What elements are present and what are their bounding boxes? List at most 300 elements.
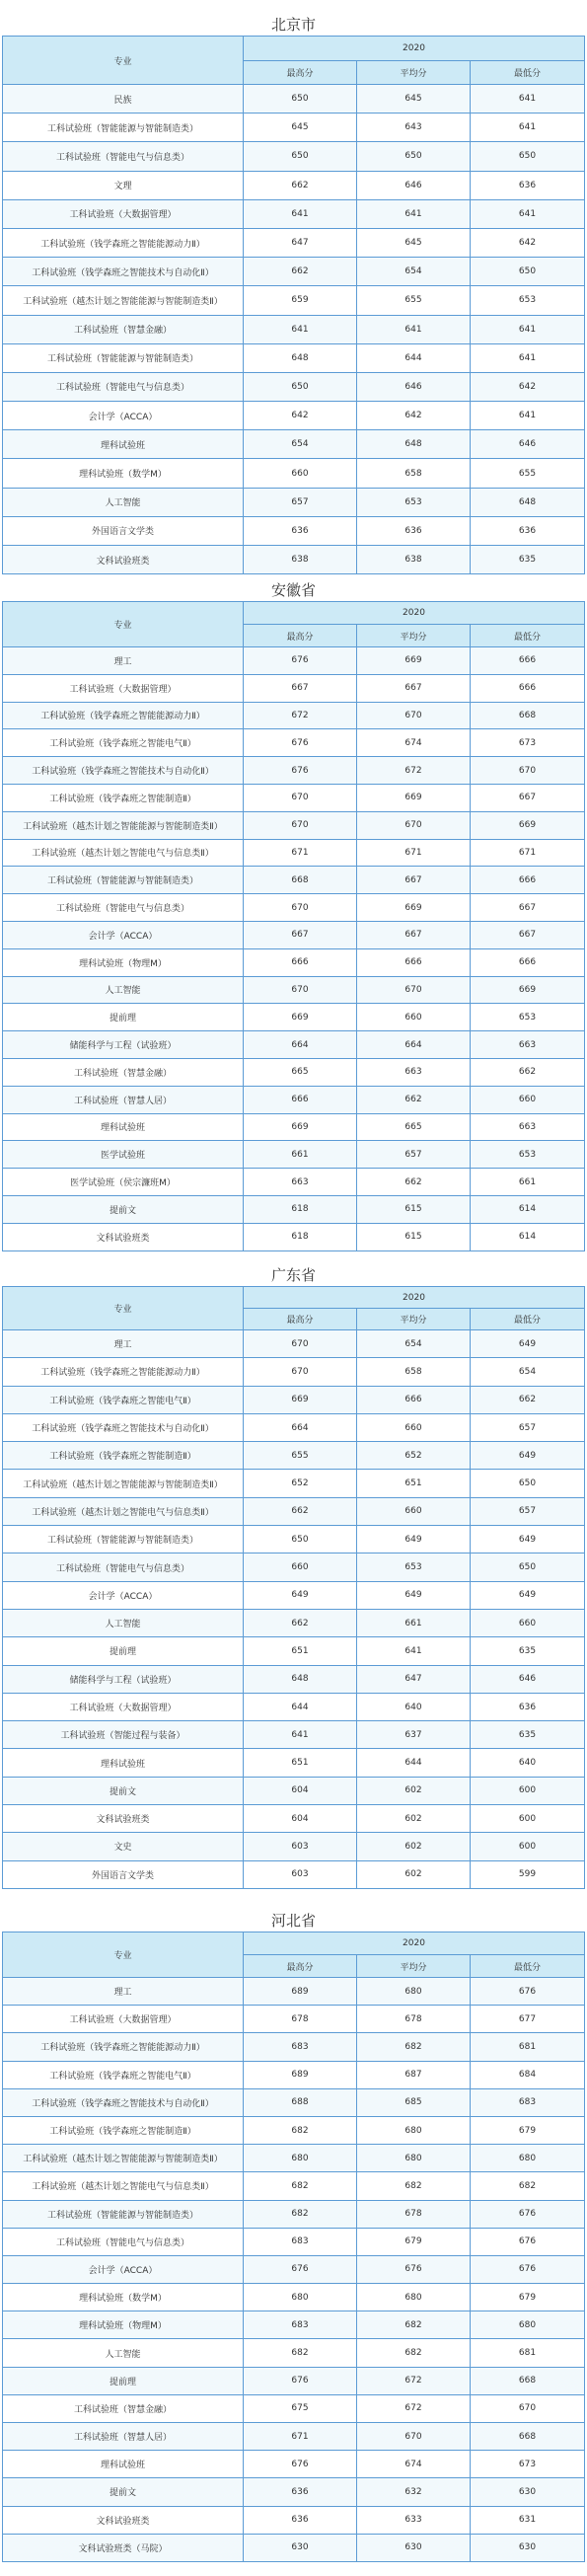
major-cell: 提前理 xyxy=(3,1004,244,1031)
table-row xyxy=(3,784,585,811)
min-score-cell: 649 xyxy=(471,1330,585,1358)
major-cell: 工科试验班（智能电气与信息类） xyxy=(3,142,244,171)
avg-score-cell: 655 xyxy=(357,286,471,315)
max-score-cell: 678 xyxy=(244,2006,357,2033)
avg-score-cell: 602 xyxy=(357,1777,471,1804)
major-cell: 会计学（ACCA） xyxy=(3,1581,244,1609)
region-title: 河北省 xyxy=(270,1912,316,1930)
major-cell: 理科试验班 xyxy=(3,1749,244,1777)
max-score-cell: 680 xyxy=(244,2145,357,2172)
avg-score-cell: 661 xyxy=(357,1609,471,1636)
major-cell: 工科试验班（智能电气与信息类） xyxy=(3,894,244,922)
table-row xyxy=(3,488,585,516)
major-cell: 工科试验班（钱学森班之智能技术与自动化Ⅱ） xyxy=(3,2088,244,2116)
table-row xyxy=(3,1413,585,1441)
min-score-cell: 600 xyxy=(471,1805,585,1833)
header-min: 最低分 xyxy=(471,61,585,85)
score-table xyxy=(2,36,585,574)
max-score-cell: 641 xyxy=(244,315,357,343)
max-score-cell: 680 xyxy=(244,2284,357,2311)
avg-score-cell: 674 xyxy=(357,2451,471,2478)
avg-score-cell: 669 xyxy=(357,784,471,811)
major-cell: 工科试验班（智慧人居） xyxy=(3,2423,244,2451)
avg-score-cell: 652 xyxy=(357,1442,471,1470)
avg-score-cell: 642 xyxy=(357,402,471,430)
max-score-cell: 662 xyxy=(244,1609,357,1636)
table-row xyxy=(3,948,585,976)
region-title: 广东省 xyxy=(270,1266,316,1284)
table-row xyxy=(3,1497,585,1525)
max-score-cell: 669 xyxy=(244,1386,357,1413)
avg-score-cell: 602 xyxy=(357,1805,471,1833)
avg-score-cell: 663 xyxy=(357,1058,471,1086)
major-cell: 理工 xyxy=(3,647,244,675)
avg-score-cell: 645 xyxy=(357,228,471,257)
min-score-cell: 668 xyxy=(471,2367,585,2394)
max-score-cell: 682 xyxy=(244,2339,357,2367)
table-row xyxy=(3,921,585,948)
table-row xyxy=(3,729,585,757)
avg-score-cell: 602 xyxy=(357,1833,471,1860)
min-score-cell: 631 xyxy=(471,2506,585,2534)
min-score-cell: 614 xyxy=(471,1195,585,1223)
max-score-cell: 672 xyxy=(244,702,357,729)
avg-score-cell: 637 xyxy=(357,1721,471,1749)
min-score-cell: 679 xyxy=(471,2116,585,2144)
region-title: 北京市 xyxy=(270,16,316,34)
max-score-cell: 670 xyxy=(244,784,357,811)
max-score-cell: 641 xyxy=(244,1721,357,1749)
avg-score-cell: 670 xyxy=(357,976,471,1004)
table-row xyxy=(3,1581,585,1609)
min-score-cell: 668 xyxy=(471,702,585,729)
table-row xyxy=(3,114,585,142)
avg-score-cell: 672 xyxy=(357,757,471,785)
table-row xyxy=(3,1978,585,2006)
major-cell: 工科试验班（越杰计划之智能能源与智能制造类Ⅱ） xyxy=(3,286,244,315)
avg-score-cell: 680 xyxy=(357,2116,471,2144)
avg-score-cell: 644 xyxy=(357,1749,471,1777)
avg-score-cell: 660 xyxy=(357,1497,471,1525)
major-cell: 理科试验班（物理M） xyxy=(3,948,244,976)
avg-score-cell: 658 xyxy=(357,1358,471,1386)
major-cell: 外国语言文学类 xyxy=(3,516,244,545)
max-score-cell: 682 xyxy=(244,2200,357,2228)
min-score-cell: 662 xyxy=(471,1058,585,1086)
min-score-cell: 669 xyxy=(471,976,585,1004)
min-score-cell: 650 xyxy=(471,258,585,286)
major-cell: 工科试验班（钱学森班之智能技术与自动化Ⅱ） xyxy=(3,1413,244,1441)
major-cell: 工科试验班（越杰计划之智能电气与信息类Ⅱ） xyxy=(3,839,244,867)
major-cell: 工科试验班（智慧金融） xyxy=(3,315,244,343)
table-row xyxy=(3,1553,585,1581)
header-max: 最高分 xyxy=(244,1955,357,1978)
max-score-cell: 651 xyxy=(244,1749,357,1777)
table-row xyxy=(3,1113,585,1141)
max-score-cell: 603 xyxy=(244,1833,357,1860)
table-row xyxy=(3,1330,585,1358)
table-row xyxy=(3,867,585,894)
min-score-cell: 635 xyxy=(471,546,585,574)
major-cell: 工科试验班（大数据管理） xyxy=(3,199,244,228)
min-score-cell: 676 xyxy=(471,2200,585,2228)
max-score-cell: 648 xyxy=(244,343,357,372)
avg-score-cell: 679 xyxy=(357,2228,471,2255)
avg-score-cell: 660 xyxy=(357,1413,471,1441)
max-score-cell: 660 xyxy=(244,459,357,488)
header-avg: 平均分 xyxy=(357,1955,471,1978)
major-cell: 外国语言文学类 xyxy=(3,1860,244,1888)
max-score-cell: 676 xyxy=(244,647,357,675)
max-score-cell: 645 xyxy=(244,114,357,142)
avg-score-cell: 643 xyxy=(357,114,471,142)
major-cell: 工科试验班（钱学森班之智能制造Ⅱ） xyxy=(3,2116,244,2144)
avg-score-cell: 667 xyxy=(357,921,471,948)
avg-score-cell: 669 xyxy=(357,647,471,675)
min-score-cell: 599 xyxy=(471,1860,585,1888)
table-row xyxy=(3,2255,585,2283)
table-row xyxy=(3,2394,585,2422)
header-min: 最低分 xyxy=(471,625,585,647)
max-score-cell: 665 xyxy=(244,1058,357,1086)
max-score-cell: 662 xyxy=(244,171,357,199)
min-score-cell: 640 xyxy=(471,1749,585,1777)
table-row xyxy=(3,2088,585,2116)
major-cell: 工科试验班（越杰计划之智能电气与信息类Ⅱ） xyxy=(3,2172,244,2200)
max-score-cell: 663 xyxy=(244,1169,357,1196)
min-score-cell: 679 xyxy=(471,2284,585,2311)
min-score-cell: 676 xyxy=(471,1978,585,2006)
region-section xyxy=(0,1264,587,1889)
table-row xyxy=(3,702,585,729)
table-row xyxy=(3,171,585,199)
avg-score-cell: 653 xyxy=(357,1553,471,1581)
max-score-cell: 642 xyxy=(244,402,357,430)
max-score-cell: 668 xyxy=(244,867,357,894)
min-score-cell: 636 xyxy=(471,171,585,199)
table-row xyxy=(3,1195,585,1223)
avg-score-cell: 687 xyxy=(357,2061,471,2088)
major-cell: 工科试验班（智慧金融） xyxy=(3,1058,244,1086)
table-row xyxy=(3,516,585,545)
major-cell: 工科试验班（大数据管理） xyxy=(3,1693,244,1720)
avg-score-cell: 654 xyxy=(357,258,471,286)
min-score-cell: 683 xyxy=(471,2088,585,2116)
region-section xyxy=(0,1910,587,2562)
major-cell: 工科试验班（大数据管理） xyxy=(3,2006,244,2033)
avg-score-cell: 638 xyxy=(357,546,471,574)
region-title: 安徽省 xyxy=(270,581,316,599)
min-score-cell: 666 xyxy=(471,867,585,894)
min-score-cell: 649 xyxy=(471,1442,585,1470)
max-score-cell: 682 xyxy=(244,2172,357,2200)
table-row xyxy=(3,839,585,867)
max-score-cell: 604 xyxy=(244,1805,357,1833)
table-row xyxy=(3,674,585,702)
table-row xyxy=(3,1665,585,1693)
max-score-cell: 676 xyxy=(244,757,357,785)
table-row xyxy=(3,2534,585,2561)
min-score-cell: 636 xyxy=(471,1693,585,1720)
table-row xyxy=(3,343,585,372)
min-score-cell: 667 xyxy=(471,921,585,948)
major-cell: 理科试验班（物理M） xyxy=(3,2311,244,2339)
major-cell: 工科试验班（越杰计划之智能能源与智能制造类Ⅱ） xyxy=(3,1470,244,1497)
avg-score-cell: 633 xyxy=(357,2506,471,2534)
avg-score-cell: 665 xyxy=(357,1113,471,1141)
max-score-cell: 603 xyxy=(244,1860,357,1888)
avg-score-cell: 653 xyxy=(357,488,471,516)
major-cell: 文科试验班类 xyxy=(3,546,244,574)
table-row xyxy=(3,1223,585,1250)
major-cell: 提前文 xyxy=(3,1195,244,1223)
major-cell: 工科试验班（钱学森班之智能能源动力Ⅱ） xyxy=(3,1358,244,1386)
avg-score-cell: 630 xyxy=(357,2534,471,2561)
min-score-cell: 650 xyxy=(471,1553,585,1581)
major-cell: 理工 xyxy=(3,1330,244,1358)
avg-score-cell: 664 xyxy=(357,1031,471,1059)
min-score-cell: 641 xyxy=(471,85,585,114)
avg-score-cell: 651 xyxy=(357,1470,471,1497)
min-score-cell: 641 xyxy=(471,315,585,343)
avg-score-cell: 645 xyxy=(357,85,471,114)
avg-score-cell: 649 xyxy=(357,1526,471,1553)
major-cell: 工科试验班（钱学森班之智能技术与自动化Ⅱ） xyxy=(3,757,244,785)
avg-score-cell: 662 xyxy=(357,1086,471,1113)
major-cell: 工科试验班（钱学森班之智能制造Ⅱ） xyxy=(3,784,244,811)
header-major: 专业 xyxy=(3,602,244,647)
major-cell: 工科试验班（智能能源与智能制造类） xyxy=(3,114,244,142)
table-row xyxy=(3,2367,585,2394)
major-cell: 文史 xyxy=(3,1833,244,1860)
major-cell: 工科试验班（越杰计划之智能电气与信息类Ⅱ） xyxy=(3,1497,244,1525)
major-cell: 人工智能 xyxy=(3,1609,244,1636)
max-score-cell: 636 xyxy=(244,2478,357,2506)
major-cell: 理科试验班 xyxy=(3,1113,244,1141)
table-row xyxy=(3,2228,585,2255)
max-score-cell: 618 xyxy=(244,1223,357,1250)
max-score-cell: 666 xyxy=(244,948,357,976)
max-score-cell: 661 xyxy=(244,1141,357,1169)
avg-score-cell: 682 xyxy=(357,2172,471,2200)
min-score-cell: 676 xyxy=(471,2228,585,2255)
major-cell: 工科试验班（智能电气与信息类） xyxy=(3,2228,244,2255)
major-cell: 工科试验班（智能电气与信息类） xyxy=(3,372,244,401)
min-score-cell: 648 xyxy=(471,488,585,516)
header-major: 专业 xyxy=(3,37,244,85)
min-score-cell: 666 xyxy=(471,948,585,976)
max-score-cell: 667 xyxy=(244,921,357,948)
major-cell: 工科试验班（钱学森班之智能电气Ⅱ） xyxy=(3,2061,244,2088)
avg-score-cell: 649 xyxy=(357,1581,471,1609)
table-row xyxy=(3,85,585,114)
avg-score-cell: 657 xyxy=(357,1141,471,1169)
major-cell: 文科试验班类（马院） xyxy=(3,2534,244,2561)
min-score-cell: 670 xyxy=(471,757,585,785)
avg-score-cell: 644 xyxy=(357,343,471,372)
min-score-cell: 662 xyxy=(471,1386,585,1413)
major-cell: 提前理 xyxy=(3,2367,244,2394)
min-score-cell: 642 xyxy=(471,372,585,401)
max-score-cell: 641 xyxy=(244,199,357,228)
table-row xyxy=(3,1526,585,1553)
avg-score-cell: 667 xyxy=(357,867,471,894)
min-score-cell: 641 xyxy=(471,114,585,142)
min-score-cell: 681 xyxy=(471,2339,585,2367)
major-cell: 会计学（ACCA） xyxy=(3,921,244,948)
major-cell: 人工智能 xyxy=(3,488,244,516)
min-score-cell: 614 xyxy=(471,1223,585,1250)
avg-score-cell: 658 xyxy=(357,459,471,488)
max-score-cell: 683 xyxy=(244,2228,357,2255)
score-table xyxy=(2,1286,585,1889)
table-row xyxy=(3,1637,585,1665)
max-score-cell: 689 xyxy=(244,1978,357,2006)
major-cell: 理科试验班 xyxy=(3,430,244,459)
major-cell: 理工 xyxy=(3,1978,244,2006)
table-row xyxy=(3,1169,585,1196)
min-score-cell: 677 xyxy=(471,2006,585,2033)
major-cell: 文科试验班类 xyxy=(3,1223,244,1250)
max-score-cell: 683 xyxy=(244,2311,357,2339)
max-score-cell: 670 xyxy=(244,1358,357,1386)
table-row xyxy=(3,2172,585,2200)
min-score-cell: 673 xyxy=(471,2451,585,2478)
avg-score-cell: 672 xyxy=(357,2367,471,2394)
avg-score-cell: 640 xyxy=(357,1693,471,1720)
max-score-cell: 644 xyxy=(244,1693,357,1720)
avg-score-cell: 671 xyxy=(357,839,471,867)
major-cell: 工科试验班（大数据管理） xyxy=(3,674,244,702)
max-score-cell: 650 xyxy=(244,85,357,114)
min-score-cell: 682 xyxy=(471,2172,585,2200)
major-cell: 文科试验班类 xyxy=(3,2506,244,2534)
table-row xyxy=(3,976,585,1004)
min-score-cell: 646 xyxy=(471,430,585,459)
major-cell: 工科试验班（钱学森班之智能制造Ⅱ） xyxy=(3,1442,244,1470)
table-row xyxy=(3,372,585,401)
table-row xyxy=(3,2145,585,2172)
max-score-cell: 659 xyxy=(244,286,357,315)
min-score-cell: 649 xyxy=(471,1581,585,1609)
region-section xyxy=(0,579,587,1251)
avg-score-cell: 670 xyxy=(357,702,471,729)
max-score-cell: 667 xyxy=(244,674,357,702)
header-year: 2020 xyxy=(244,602,585,625)
min-score-cell: 660 xyxy=(471,1609,585,1636)
min-score-cell: 663 xyxy=(471,1113,585,1141)
score-table xyxy=(2,1932,585,2562)
table-row xyxy=(3,2478,585,2506)
header-min: 最低分 xyxy=(471,1309,585,1330)
min-score-cell: 641 xyxy=(471,402,585,430)
table-row xyxy=(3,2284,585,2311)
avg-score-cell: 680 xyxy=(357,2284,471,2311)
table-row xyxy=(3,315,585,343)
table-row xyxy=(3,2423,585,2451)
max-score-cell: 630 xyxy=(244,2534,357,2561)
table-row xyxy=(3,1693,585,1720)
major-cell: 工科试验班（智慧金融） xyxy=(3,2394,244,2422)
header-row xyxy=(3,602,585,625)
major-cell: 工科试验班（智能过程与装备） xyxy=(3,1721,244,1749)
min-score-cell: 650 xyxy=(471,142,585,171)
header-min: 最低分 xyxy=(471,1955,585,1978)
table-row xyxy=(3,258,585,286)
max-score-cell: 647 xyxy=(244,228,357,257)
avg-score-cell: 662 xyxy=(357,1169,471,1196)
min-score-cell: 657 xyxy=(471,1413,585,1441)
max-score-cell: 652 xyxy=(244,1470,357,1497)
avg-score-cell: 641 xyxy=(357,199,471,228)
max-score-cell: 688 xyxy=(244,2088,357,2116)
min-score-cell: 657 xyxy=(471,1497,585,1525)
avg-score-cell: 682 xyxy=(357,2311,471,2339)
header-max: 最高分 xyxy=(244,61,357,85)
major-cell: 文科试验班类 xyxy=(3,1805,244,1833)
table-row xyxy=(3,1004,585,1031)
table-row xyxy=(3,757,585,785)
header-avg: 平均分 xyxy=(357,1309,471,1330)
max-score-cell: 676 xyxy=(244,2367,357,2394)
min-score-cell: 641 xyxy=(471,343,585,372)
min-score-cell: 680 xyxy=(471,2145,585,2172)
major-cell: 医学试验班（侯宗濂班M） xyxy=(3,1169,244,1196)
min-score-cell: 669 xyxy=(471,811,585,839)
max-score-cell: 636 xyxy=(244,516,357,545)
max-score-cell: 657 xyxy=(244,488,357,516)
table-row xyxy=(3,2506,585,2534)
header-major: 专业 xyxy=(3,1932,244,1978)
table-row xyxy=(3,1860,585,1888)
table-row xyxy=(3,2339,585,2367)
header-row xyxy=(3,37,585,61)
major-cell: 工科试验班（智慧人居） xyxy=(3,1086,244,1113)
min-score-cell: 654 xyxy=(471,1358,585,1386)
avg-score-cell: 666 xyxy=(357,1386,471,1413)
max-score-cell: 670 xyxy=(244,811,357,839)
max-score-cell: 664 xyxy=(244,1413,357,1441)
max-score-cell: 671 xyxy=(244,2423,357,2451)
table-row xyxy=(3,2311,585,2339)
avg-score-cell: 682 xyxy=(357,2033,471,2061)
avg-score-cell: 670 xyxy=(357,2423,471,2451)
table-row xyxy=(3,2451,585,2478)
min-score-cell: 681 xyxy=(471,2033,585,2061)
max-score-cell: 683 xyxy=(244,2033,357,2061)
min-score-cell: 676 xyxy=(471,2255,585,2283)
min-score-cell: 635 xyxy=(471,1637,585,1665)
major-cell: 工科试验班（智能电气与信息类） xyxy=(3,1553,244,1581)
max-score-cell: 676 xyxy=(244,2451,357,2478)
table-row xyxy=(3,1358,585,1386)
min-score-cell: 636 xyxy=(471,516,585,545)
table-row xyxy=(3,199,585,228)
table-row xyxy=(3,2116,585,2144)
table-row xyxy=(3,2200,585,2228)
major-cell: 工科试验班（钱学森班之智能能源动力Ⅱ） xyxy=(3,228,244,257)
min-score-cell: 666 xyxy=(471,674,585,702)
avg-score-cell: 646 xyxy=(357,372,471,401)
table-row xyxy=(3,2006,585,2033)
min-score-cell: 646 xyxy=(471,1665,585,1693)
table-row xyxy=(3,142,585,171)
max-score-cell: 654 xyxy=(244,430,357,459)
max-score-cell: 670 xyxy=(244,1330,357,1358)
min-score-cell: 670 xyxy=(471,2394,585,2422)
region-section xyxy=(0,14,587,574)
header-year: 2020 xyxy=(244,37,585,61)
